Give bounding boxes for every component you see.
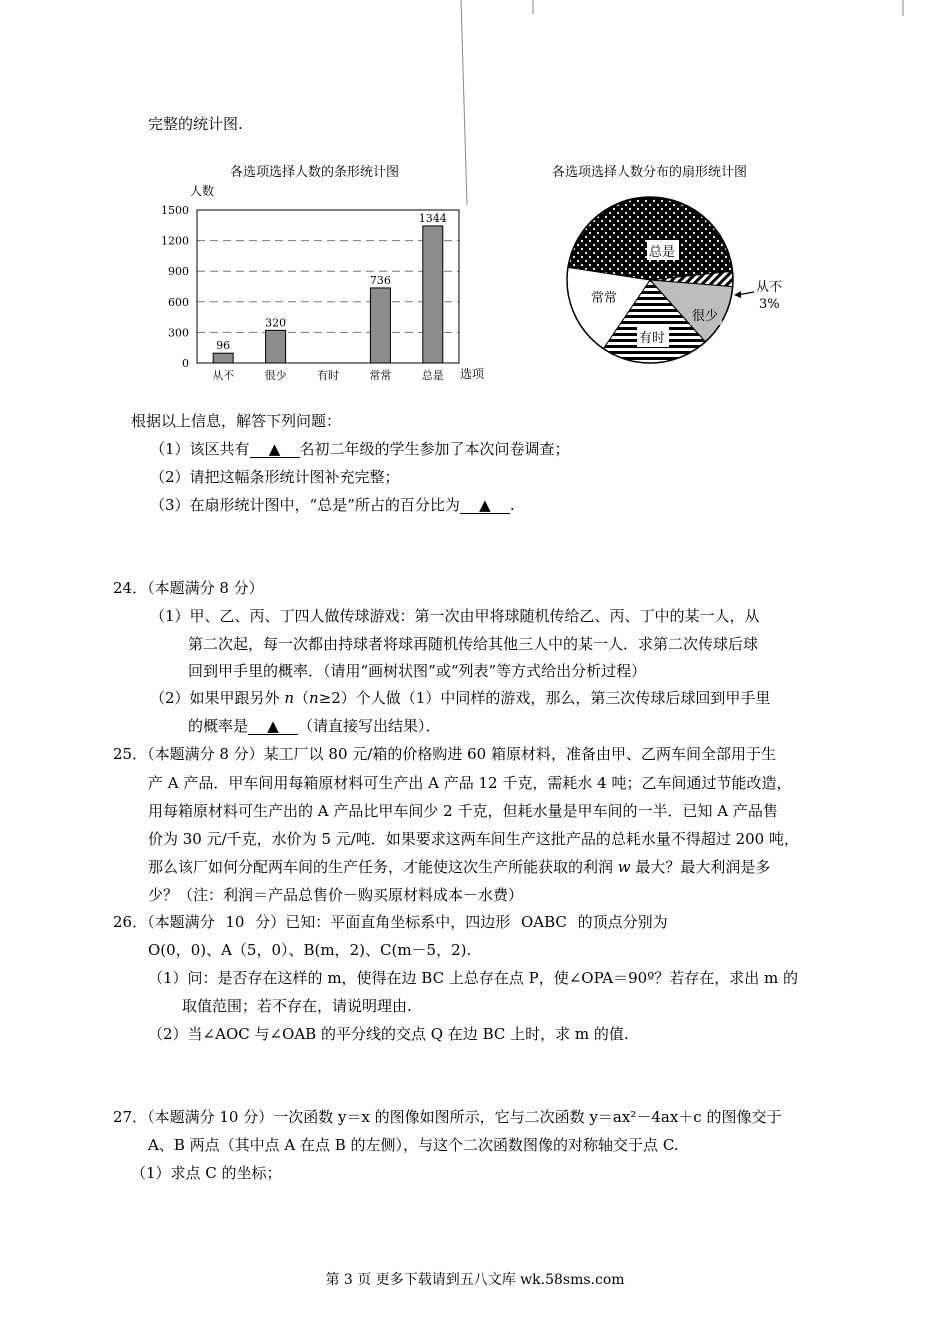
- q25-line2: 产 A 产品．甲车间用每箱原材料可生产出 A 产品 12 千克，需耗水 4 吨；乙车间通过节能改造，: [148, 774, 792, 792]
- q23-lead: 根据以上信息，解答下列问题：: [131, 412, 342, 430]
- pie-label-congbu-percent: 3%: [759, 297, 780, 312]
- q26-part1-line1: （1）问：是否存在这样的 m，使得在边 BC 上总存在点 P，使∠OPA＝90º？若存在，求出 m 的: [148, 969, 799, 987]
- pie-label-congbu: 从不: [756, 280, 783, 295]
- q27-line2: A、B 两点（其中点 A 在点 B 的左侧），与这个二次函数图像的对称轴交于点 C.: [148, 1136, 679, 1154]
- q25-line4: 价为 30 元/千克，水价为 5 元/吨．如果要求这两车间生产这批产品的总耗水量不得超过 200 吨，: [148, 830, 799, 848]
- bar-value-label: 320: [265, 316, 287, 330]
- pie-chart-title: 各选项选择人数分布的扇形统计图: [552, 165, 748, 180]
- pie-label-youshi: 有时: [639, 331, 666, 346]
- q24-part1-line1: （1）甲、乙、丙、丁四人做传球游戏：第一次由甲将球随机传给乙、丙、丁中的某一人，从: [150, 607, 760, 625]
- bar-3: [370, 288, 390, 363]
- bar-4: [423, 226, 443, 363]
- q26-line2: O(0，0)、A（5，0）、B(m，2)、C(m－5，2).: [148, 941, 472, 959]
- q26-part1-line2: 取值范围；若不存在，请说明理由.: [182, 997, 412, 1015]
- scan-marks: [0, 0, 950, 210]
- q25-line6: 少？（注：利润＝产品总售价－购买原材料成本－水费）: [148, 886, 524, 904]
- bar-chart-xlabel: 选项: [460, 367, 485, 381]
- q27-part1: （1）求点 C 的坐标；: [131, 1164, 282, 1182]
- bar-chart-ylabel: 人数: [190, 184, 215, 198]
- q26-line1: 26．（本题满分 10 分）已知：平面直角坐标系中，四边形 OABC 的顶点分别为: [113, 913, 668, 931]
- q25-line1: 25．（本题满分 8 分）某工厂以 80 元/箱的价格购进 60 箱原材料，准备由甲、乙两车间全部用于生: [113, 745, 776, 763]
- x-category-label: 很少: [264, 369, 287, 382]
- q24-part2-line1: （2）如果甲跟另外 n（n≥2）个人做（1）中同样的游戏，那么，第三次传球后球回到甲手里: [150, 689, 771, 707]
- y-tick-label: 1500: [161, 204, 189, 217]
- pie-slice-zongshi: [568, 198, 732, 280]
- bar-chart: [150, 180, 500, 385]
- y-tick-label: 300: [168, 326, 189, 340]
- pie-chart: [560, 195, 800, 380]
- y-tick-label: 0: [182, 357, 189, 370]
- x-category-label: 有时: [317, 369, 339, 382]
- pie-label-zongshi: 总是: [649, 245, 676, 260]
- bar-value-label: 1344: [418, 211, 447, 225]
- pie-label-changchang: 常常: [591, 291, 618, 306]
- bar-value-label: 96: [216, 339, 231, 353]
- y-tick-label: 1200: [161, 234, 189, 248]
- bar-0: [213, 353, 233, 363]
- q24-head: 24．（本题满分 8 分）: [113, 579, 264, 597]
- q23-part3: （3）在扇形统计图中，“总是”所占的百分比为 ▲ .: [150, 496, 515, 514]
- pie-label-henshao: 很少: [692, 309, 719, 324]
- y-tick-label: 900: [168, 265, 189, 279]
- answer-blank: ▲: [460, 498, 510, 514]
- x-category-label: 从不: [212, 369, 235, 382]
- q26-part2: （2）当∠AOC 与∠OAB 的平分线的交点 Q 在边 BC 上时，求 m 的值.: [148, 1025, 629, 1043]
- bar-chart-frame: [197, 210, 459, 363]
- q23-part2: （2）请把这幅条形统计图补充完整；: [150, 468, 400, 486]
- x-category-label: 常常: [369, 369, 392, 382]
- bar-chart-title: 各选项选择人数的条形统计图: [230, 165, 400, 180]
- answer-blank: ▲: [248, 719, 298, 735]
- x-category-label: 总是: [421, 369, 444, 382]
- q27-line1: 27．（本题满分 10 分）一次函数 y＝x 的图像如图所示，它与二次函数 y＝ax²－4ax＋c 的图像交于: [113, 1108, 782, 1126]
- q25-line3: 用每箱原材料可生产出的 A 产品比甲车间少 2 千克，但耗水量是甲车间的一半．已知 A 产品售: [148, 802, 778, 820]
- q24-part1-line3: 回到甲手里的概率．（请用“画树状图”或“列表”等方式给出分析过程）: [188, 662, 647, 680]
- intro-text: 完整的统计图.: [148, 115, 243, 133]
- q25-line5: 那么该厂如何分配两车间的生产任务，才能使这次生产所能获取的利润 w 最大？最大利润是多: [148, 858, 771, 876]
- q24-part1-line2: 第二次起，每一次都由持球者将球再随机传给其他三人中的某一人．求第二次传球后球: [188, 635, 759, 653]
- y-tick-label: 600: [168, 295, 189, 309]
- q24-part2-line2: 的概率是 ▲ （请直接写出结果）．: [188, 717, 441, 735]
- bar-value-label: 736: [369, 273, 391, 287]
- bar-1: [266, 330, 286, 363]
- answer-blank: ▲: [250, 442, 300, 458]
- q23-part1: （1）该区共有 ▲ 名初二年级的学生参加了本次问卷调查；: [150, 440, 570, 458]
- page-footer: 第 3 页 更多下载请到五八文库 wk.58sms.com: [325, 1272, 625, 1288]
